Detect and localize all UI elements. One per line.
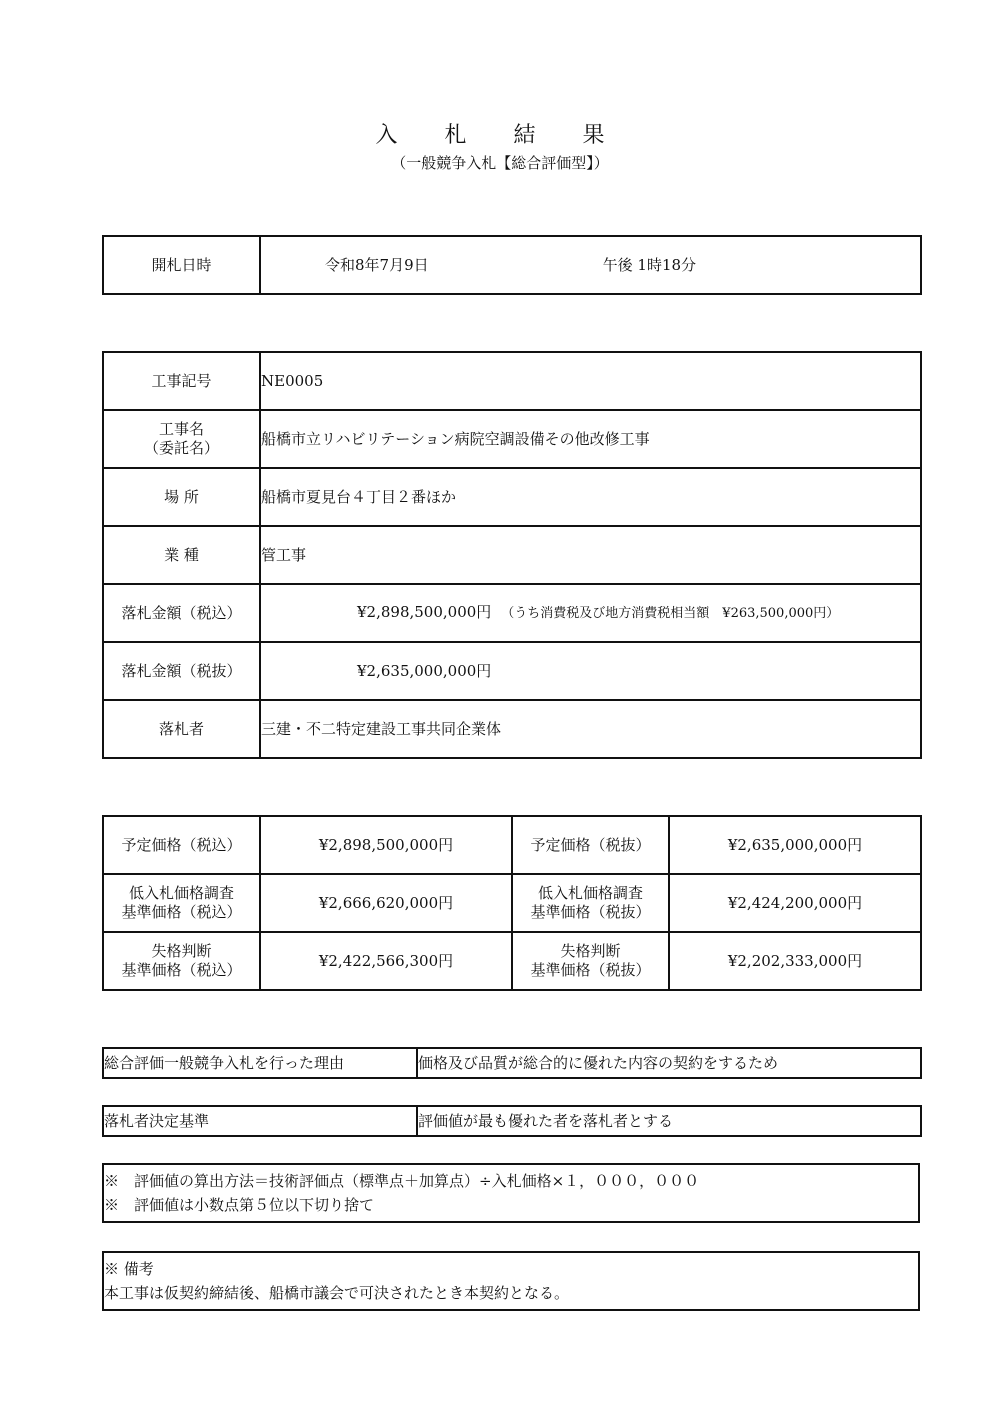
disq-excl-label-line2: 基準価格（税抜） <box>530 961 651 979</box>
notes-table <box>102 1163 920 1223</box>
disq-incl-label <box>103 932 260 990</box>
project-code-label: 工事記号 <box>103 352 260 410</box>
price-table <box>102 815 922 991</box>
document-subtitle: （一般競争入札【総合評価型】） <box>391 154 609 172</box>
bid-tax-note: （うち消費税及び地方消費税相当額 ¥263,500,000円） <box>501 606 840 621</box>
bid-excl-value: ¥2,635,000,000円 <box>357 661 492 680</box>
planned-excl-value: ¥2,635,000,000円 <box>669 816 921 874</box>
low-incl-value: ¥2,666,620,000円 <box>260 874 512 932</box>
place-value: 船橋市夏見台４丁目２番ほか <box>260 468 921 526</box>
disq-incl-label-line2: 基準価格（税込） <box>121 961 242 979</box>
notes-cell <box>103 1164 919 1222</box>
criteria-label: 落札者決定基準 <box>103 1106 417 1136</box>
bid-excl-cell <box>260 642 921 700</box>
document-title: 入 札 結 果 <box>375 123 625 148</box>
planned-excl-label: 予定価格（税抜） <box>512 816 669 874</box>
low-excl-label-line1: 低入札価格調査 <box>537 884 643 902</box>
disq-excl-value: ¥2,202,333,000円 <box>669 932 921 990</box>
bid-incl-label: 落札金額（税込） <box>103 584 260 642</box>
opening-time: 午後 1時18分 <box>602 255 697 274</box>
project-name-label <box>103 410 260 468</box>
note-line2: ※ 評価値は小数点第５位以下切り捨て <box>104 1196 375 1214</box>
project-code: NE0005 <box>260 352 921 410</box>
low-incl-label-line2: 基準価格（税込） <box>121 903 242 921</box>
reason-label: 総合評価一般競争入札を行った理由 <box>103 1048 417 1078</box>
criteria-value: 評価値が最も優れた者を落札者とする <box>417 1106 921 1136</box>
low-excl-value: ¥2,424,200,000円 <box>669 874 921 932</box>
opening-table <box>102 235 922 295</box>
disq-incl-value: ¥2,422,566,300円 <box>260 932 512 990</box>
remarks-table <box>102 1251 920 1311</box>
bid-excl-label: 落札金額（税抜） <box>103 642 260 700</box>
note-line1: ※ 評価値の算出方法＝技術評価点（標準点＋加算点）÷入札価格×１，０００，０００ <box>104 1172 700 1190</box>
opening-value <box>260 236 921 294</box>
reason-table <box>102 1047 922 1079</box>
disq-excl-label-line1: 失格判断 <box>560 942 621 960</box>
opening-date: 令和8年7月9日 <box>325 255 429 274</box>
reason-value: 価格及び品質が総合的に優れた内容の契約をするため <box>417 1048 921 1078</box>
project-name-label-line1: 工事名 <box>158 420 204 438</box>
low-excl-label <box>512 874 669 932</box>
winner-label: 落札者 <box>103 700 260 758</box>
low-incl-label <box>103 874 260 932</box>
bid-incl-value: ¥2,898,500,000円 <box>357 603 492 621</box>
disq-excl-label <box>512 932 669 990</box>
criteria-table <box>102 1105 922 1137</box>
project-name: 船橋市立リハビリテーション病院空調設備その他改修工事 <box>260 410 921 468</box>
planned-incl-value: ¥2,898,500,000円 <box>260 816 512 874</box>
planned-incl-label: 予定価格（税込） <box>103 816 260 874</box>
opening-label: 開札日時 <box>103 236 260 294</box>
place-label: 場 所 <box>103 468 260 526</box>
disq-incl-label-line1: 失格判断 <box>151 942 212 960</box>
remarks-body: 本工事は仮契約締結後、船橋市議会で可決されたとき本契約となる。 <box>104 1284 570 1302</box>
type-label: 業 種 <box>103 526 260 584</box>
project-name-label-line2: （委託名） <box>143 439 219 457</box>
type-value: 管工事 <box>260 526 921 584</box>
remarks-title: ※ 備考 <box>104 1260 154 1278</box>
low-incl-label-line1: 低入札価格調査 <box>128 884 234 902</box>
project-table <box>102 351 922 759</box>
winner-value: 三建・不二特定建設工事共同企業体 <box>260 700 921 758</box>
remarks-cell <box>103 1252 919 1310</box>
low-excl-label-line2: 基準価格（税抜） <box>530 903 651 921</box>
bid-incl-cell <box>260 584 921 642</box>
